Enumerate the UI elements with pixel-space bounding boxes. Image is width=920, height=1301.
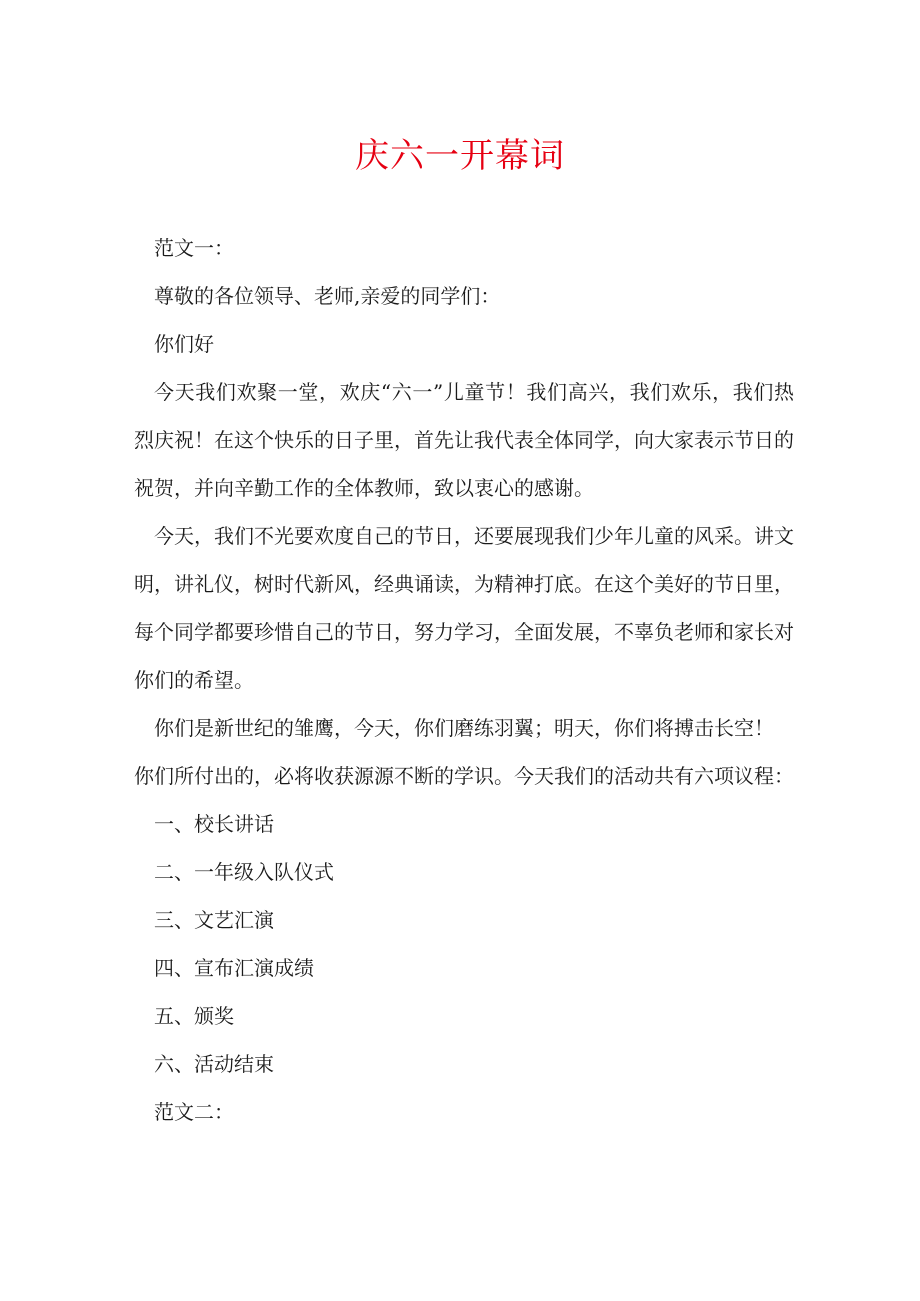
section-heading-2: 范文二： (154, 1100, 234, 1124)
paragraph-2: 今天，我们不光要欢度自己的节日，还要展现我们少年儿童的风采。讲文明，讲礼仪，树时代新风，经典诵读，为精神打底。在这个美好的节日里，每个同学都要珍惜自己的节日，努力学习，全面发展，不辜负老师和家长对你们的希望。 (134, 524, 794, 692)
agenda-item-5: 五、颁奖 (154, 1004, 234, 1028)
document-title: 庆六一开幕词 (355, 136, 565, 176)
hello-line: 你们好 (154, 332, 214, 356)
agenda-item-3: 三、文艺汇演 (154, 908, 274, 932)
agenda-item-2: 二、一年级入队仪式 (154, 860, 334, 884)
section-heading-1: 范文一： (154, 236, 234, 260)
agenda-item-6: 六、活动结束 (154, 1052, 274, 1076)
greeting-line: 尊敬的各位领导、老师,亲爱的同学们： (154, 284, 501, 308)
agenda-item-1: 一、校长讲话 (154, 812, 274, 836)
paragraph-1: 今天我们欢聚一堂，欢庆“六一”儿童节！我们高兴，我们欢乐，我们热烈庆祝！在这个快乐的日子里，首先让我代表全体同学，向大家表示节日的祝贺，并向辛勤工作的全体教师，致以衷心的感谢。 (134, 380, 794, 500)
agenda-item-4: 四、宣布汇演成绩 (154, 956, 314, 980)
document-body (134, 224, 794, 1136)
paragraph-3-line-1: 你们是新世纪的雏鹰，今天，你们磨练羽翼；明天，你们将搏击长空！ (154, 716, 774, 740)
paragraph-3-line-2: 你们所付出的，必将收获源源不断的学识。今天我们的活动共有六项议程： (134, 764, 794, 788)
